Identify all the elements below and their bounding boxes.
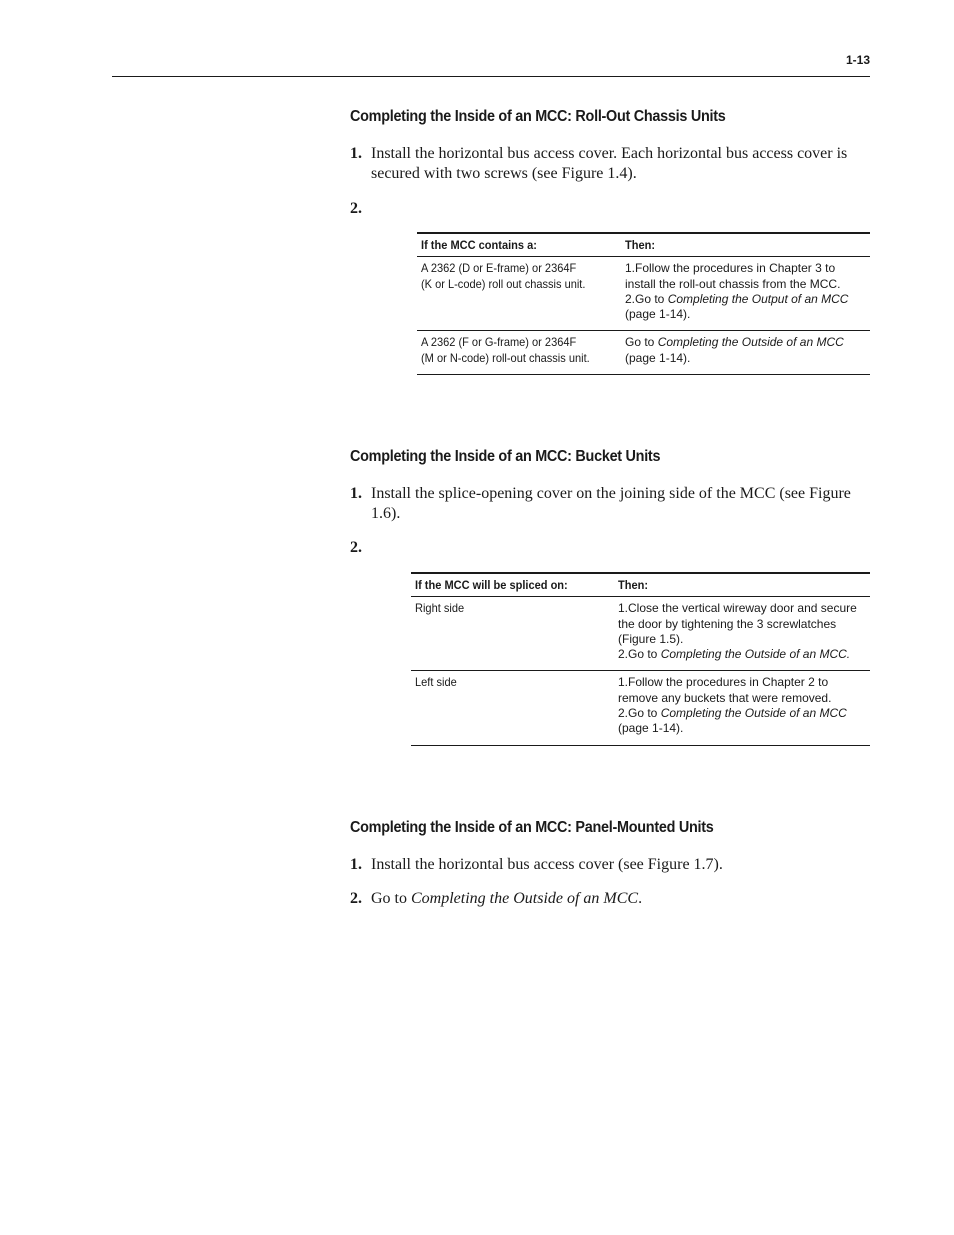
step-1 <box>350 144 870 184</box>
table-row <box>417 257 870 331</box>
header-rule <box>112 76 870 77</box>
step-number: 2. <box>350 200 362 217</box>
section-heading-panel-mounted: Completing the Inside of an MCC: Panel-Mounted Units <box>350 819 714 836</box>
action-cell: Go to Completing the Outside of an MCC (page 1-14). <box>621 331 870 375</box>
action-cell: 1.Close the vertical wireway door and secure the door by tightening the 3 screwlatches (Figure 1.5). 2.Go to Completing the Outside of an MCC. <box>614 597 870 671</box>
step-text: Install the horizontal bus access cover (see Figure 1.7). <box>371 856 723 873</box>
table-header-row <box>417 233 870 257</box>
condition-cell: A 2362 (F or G-frame) or 2364F (M or N-code) roll-out chassis unit. <box>417 331 621 375</box>
bucket-table <box>411 572 870 746</box>
step-number: 1. <box>350 856 362 873</box>
table-row <box>411 597 870 671</box>
table-row <box>411 671 870 745</box>
page-number: 1-13 <box>845 53 870 67</box>
column-header: If the MCC contains a: <box>417 233 621 257</box>
step-2 <box>350 889 870 909</box>
step-text: Go to Completing the Outside of an MCC. <box>371 890 643 907</box>
table-row <box>417 331 870 375</box>
table-header-row <box>411 573 870 597</box>
step-number: 2. <box>350 890 362 907</box>
condition-cell: Left side <box>411 671 614 745</box>
step-text: Install the horizontal bus access cover. Each horizontal bus access cover is secured with two screws (see Figure 1.4). <box>371 145 848 182</box>
step-number: 2. <box>350 539 362 556</box>
action-cell: 1.Follow the procedures in Chapter 3 to install the roll-out chassis from the MCC. 2.Go to Completing the Output of an MCC (page 1-14). <box>621 257 870 331</box>
section-heading-roll-out: Completing the Inside of an MCC: Roll-Out Chassis Units <box>350 108 726 125</box>
step-number: 1. <box>350 485 362 502</box>
step-1 <box>350 484 870 524</box>
step-text: Install the splice-opening cover on the joining side of the MCC (see Figure 1.6). <box>371 485 851 522</box>
link-text: Completing the Outside of an MCC <box>411 890 639 907</box>
section-heading-bucket: Completing the Inside of an MCC: Bucket Units <box>350 448 661 465</box>
column-header: Then: <box>614 573 870 597</box>
column-header: If the MCC will be spliced on: <box>411 573 614 597</box>
condition-cell: Right side <box>411 597 614 671</box>
step-1 <box>350 855 870 875</box>
column-header: Then: <box>621 233 870 257</box>
condition-cell: A 2362 (D or E-frame) or 2364F (K or L-code) roll out chassis unit. <box>417 257 621 331</box>
step-number: 1. <box>350 145 362 162</box>
roll-out-table <box>417 232 870 375</box>
action-cell: 1.Follow the procedures in Chapter 2 to remove any buckets that were removed. 2.Go to Completing the Outside of an MCC (page 1-14). <box>614 671 870 745</box>
